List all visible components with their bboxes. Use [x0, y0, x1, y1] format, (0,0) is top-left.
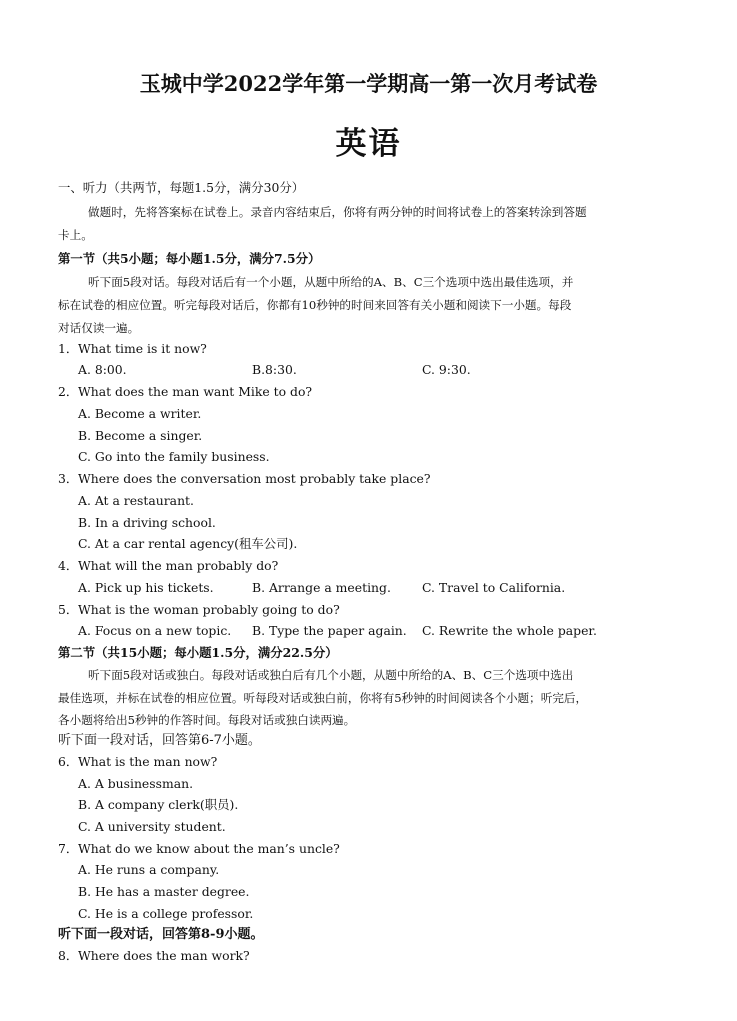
option-c[interactable]: C. At a car rental agency(租车公司).: [78, 536, 298, 551]
option-c[interactable]: C. Travel to California.: [422, 580, 566, 595]
question-text: What time is it now?: [78, 341, 207, 356]
question-number: 1．: [58, 341, 79, 356]
section1-instr-line2: 标在试卷的相应位置。听完每段对话后，你都有10秒钟的时间来回答有关小题和阅读下一小题。每段: [58, 298, 572, 312]
section2-instr-line1: 听下面5段对话或独白。每段对话或独白后有几个小题，从题中所给的A、B、C三个选项中选出: [88, 668, 574, 682]
question-1: [58, 341, 207, 357]
question-1-options: [78, 362, 678, 378]
option-b[interactable]: B. Become a singer.: [78, 428, 203, 443]
option-b[interactable]: B. Arrange a meeting.: [252, 580, 391, 595]
option-b[interactable]: B. Type the paper again.: [252, 623, 407, 638]
option-c[interactable]: C. Go into the family business.: [78, 449, 270, 464]
option-a[interactable]: A. A businessman.: [78, 776, 194, 791]
option-c[interactable]: C. He is a college professor.: [78, 906, 254, 921]
option-a[interactable]: A. Focus on a new topic.: [78, 623, 232, 638]
option-b[interactable]: B. He has a master degree.: [78, 884, 250, 899]
section1-instr-line3: 对话仅读一遍。: [58, 321, 140, 335]
option-b[interactable]: B. A company clerk(职员).: [78, 797, 239, 812]
exam-title: 玉城中学2022学年第一学期高一第一次月考试卷: [139, 71, 598, 96]
question-number: 2．: [58, 384, 79, 399]
question-5-options: [78, 623, 678, 639]
question-number: 3．: [58, 471, 79, 486]
option-b[interactable]: B. In a driving school.: [78, 515, 216, 530]
subject-title: 英语: [335, 126, 402, 162]
option-a[interactable]: A. 8:00.: [78, 362, 127, 377]
option-c[interactable]: C. A university student.: [78, 819, 226, 834]
question-5: [58, 602, 340, 618]
part1-instructions-line2: 卡上。: [58, 228, 93, 242]
question-8: [58, 948, 250, 964]
question-text: Where does the conversation most probably take place?: [78, 471, 431, 486]
question-number: 6．: [58, 754, 79, 769]
question-2: [58, 384, 312, 400]
option-a[interactable]: A. Pick up his tickets.: [78, 580, 214, 595]
option-a[interactable]: A. He runs a company.: [78, 862, 220, 877]
part1-heading: 一、听力（共两节，每题1.5分，满分30分）: [58, 180, 305, 195]
question-number: 4．: [58, 558, 79, 573]
section1-instr-line1: 听下面5段对话。每段对话后有一个小题，从题中所给的A、B、C三个选项中选出最佳选项，并: [88, 275, 574, 289]
option-a[interactable]: A. At a restaurant.: [78, 493, 194, 508]
option-a[interactable]: A. Become a writer.: [78, 406, 202, 421]
question-4-options: [78, 580, 678, 596]
dialog-6-7-heading: 听下面一段对话，回答第6-7小题。: [58, 733, 261, 748]
question-text: What is the woman probably going to do?: [78, 602, 340, 617]
option-c[interactable]: C. 9:30.: [422, 362, 471, 377]
question-7: [58, 841, 340, 857]
section2-heading: 第二节（共15小题；每小题1.5分，满分22.5分）: [58, 645, 338, 660]
option-b[interactable]: B.8:30.: [252, 362, 297, 377]
question-number: 8．: [58, 948, 79, 963]
question-3: [58, 471, 431, 487]
option-c[interactable]: C. Rewrite the whole paper.: [422, 623, 597, 638]
part1-instructions-line1: 做题时，先将答案标在试卷上。录音内容结束后，你将有两分钟的时间将试卷上的答案转涂到答题: [88, 205, 587, 219]
question-number: 5．: [58, 602, 79, 617]
question-6: [58, 754, 217, 770]
question-number: 7．: [58, 841, 79, 856]
question-text: What do we know about the man’s uncle?: [78, 841, 340, 856]
question-text: What will the man probably do?: [78, 558, 279, 573]
question-text: Where does the man work?: [78, 948, 250, 963]
question-text: What is the man now?: [78, 754, 218, 769]
section2-instr-line3: 各小题将给出5秒钟的作答时间。每段对话或独白读两遍。: [58, 713, 356, 727]
section2-instr-line2: 最佳选项，并标在试卷的相应位置。听每段对话或独白前，你将有5秒钟的时间阅读各个小题；听完后，: [58, 691, 588, 705]
question-text: What does the man want Mike to do?: [78, 384, 313, 399]
question-4: [58, 558, 278, 574]
section1-heading: 第一节（共5小题；每小题1.5分，满分7.5分）: [58, 251, 321, 266]
dialog-8-9-heading: 听下面一段对话，回答第8-9小题。: [58, 927, 264, 942]
